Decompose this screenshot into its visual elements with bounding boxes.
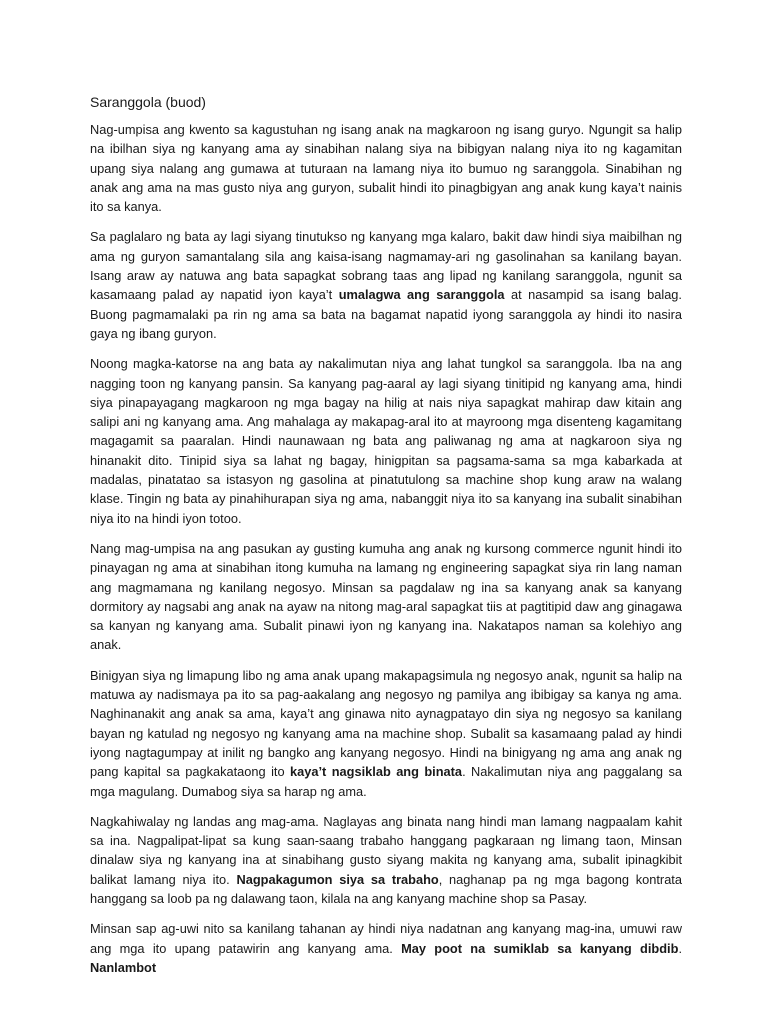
paragraph-4: [90, 539, 682, 655]
paragraph-1: [90, 120, 682, 216]
paragraph-7: [90, 919, 682, 977]
text-run: Minsan sap ag-uwi nito sa kanilang tahanan ay hindi niya nadatnan ang kanyang mag-ina, umuwi raw ang mga ito upang patawirin ang kanyang ama.: [90, 921, 682, 956]
bold-phrase: May poot na sumiklab sa kanyang dibdib: [401, 940, 679, 956]
paragraph-3: [90, 354, 682, 528]
paragraph-2: [90, 227, 682, 343]
bold-phrase: Nanlambot: [90, 959, 157, 975]
text-run: Noong magka-katorse na ang bata ay nakalimutan niya ang lahat tungkol sa saranggola. Iba na ang nagging toon ng kanyang pansin. Sa kanyang pag-aaral ay lagi siyang tinitipid ng kanyang ama, hindi siya pinapayagang magkaroon ng mga bagay na hilig at nais niya sapagkat mahirap daw kitain ang salipi ani ng kanyang ama. Ang mahalaga ay makapag-aral ito at mayroong mga disenteng kagamitang magagamit sa paaralan. Hindi naunawaan ng bata ang paliwanag ng ama at nagkaroon siya ng hinanakit dito. Tinipid siya sa lahat ng bagay, hinigpitan sa pagsama-sama sa mga kabarkada at madalas, pinatatao sa istasyon ng gasolina at pinatutulong sa machine shop kung araw na walang klase. Tingin ng bata ay pinahihurapan siya ng ama, nabanggit niya ito sa kanyang ina subalit sinabihan niya ito na hindi iyon totoo.: [90, 356, 682, 526]
text-run: .: [678, 940, 682, 956]
bold-phrase: kaya’t nagsiklab ang binata: [290, 764, 463, 780]
text-run: Binigyan siya ng limapung libo ng ama anak upang makapagsimula ng negosyo anak, ngunit sa halip na matuwa ay nadismaya pa ito sa pag-aakalang ang negosyo ng pamilya ang ibibigay sa kanya ng ama. Naghinanakit ang anak sa ama, kaya’t ang ginawa nito aynagpatayo din siya ng negosyo sa kanilang bayan ng katulad ng negosyo ng kanyang ama na machine shop. Subalit sa kasamaang palad ay hindi iyong nagtagumpay at inilit ng bangko ang kanyang negosyo. Hindi na binigyang ng ama ang anak ng pang kapital sa pagkakataong ito: [90, 667, 682, 780]
text-run: at nasampid sa isang balag. Buong pagmamalaki pa rin ng ama sa bata na bagamat napatid iyong saranggola ay hindi ito nasira gaya ng ibang guryon.: [90, 287, 682, 341]
paragraph-5: [90, 666, 682, 801]
bold-phrase: umalagwa ang saranggola: [338, 287, 505, 303]
text-run: Sa paglalaro ng bata ay lagi siyang tinutukso ng kanyang mga kalaro, bakit daw hindi siya maibilhan ng ama ng guryon samantalang sila ang kaisa-isang nagmamay-ari ng gasolinahan sa kanilang bayan. Isang araw ay natuwa ang bata sapagkat sobrang taas ang lipad ng kanilang saranggola, ngunit sa kasamaang palad ay napatid iyon kaya’t: [90, 229, 682, 303]
text-run: Nag-umpisa ang kwento sa kagustuhan ng isang anak na magkaroon ng isang guryo. Ngungit sa halip na ibilhan siya ng kanyang ama ay sinabihan nalang siya na bibigyan nalang niya ito ng kagamitan upang siya nalang ang gumawa at tuturaan na lamang niya ito bumuo ng saranggola. Sinabihan ng anak ang ama na mas gusto niya ang guryon, subalit hindi ito pinagbigyan ang anak kung kaya’t nainis ito sa kanya.: [90, 122, 682, 215]
paragraph-6: [90, 812, 682, 908]
document-body: [90, 120, 682, 988]
text-run: Nagkahiwalay ng landas ang mag-ama. Naglayas ang binata nang hindi man lamang nagpaalam kahit sa ina. Nagpalipat-lipat sa kung saan-saang trabaho hanggang pagkaraan ng limang taon, Minsan dinalaw siya ng kanyang ina at sinabihang gusto siyang makita ng kanyang ama, subalit ipinagkibit balikat lamang niya ito.: [90, 813, 682, 887]
text-run: . Nakalimutan niya ang paggalang sa mga magulang. Dumabog siya sa harap ng ama.: [90, 764, 682, 799]
text-run: , naghanap pa ng mga bagong kontrata hanggang sa loob pa ng dalawang taon, kilala na ang kanyang machine shop sa Pasay.: [90, 871, 682, 906]
document-title: Saranggola (buod): [90, 94, 206, 110]
text-run: Nang mag-umpisa na ang pasukan ay gusting kumuha ang anak ng kursong commerce ngunit hindi ito pinayagan ng ama at sinabihan itong kumuha na lamang ng engineering sapagkat siya rin lang naman ang magmamana ng kanilang negosyo. Minsan sa pagdalaw ng ina sa kanyang anak sa kanyang dormitory ay nagsabi ang anak na ayaw na nitong mag-aral sapagkat tiis at pagtitipid daw ang ginagawa sa kanyan ng kanyang ama. Subalit pinawi iyon ng kanyang ina. Nakatapos naman sa kolehiyo ang anak.: [90, 540, 682, 653]
bold-phrase: Nagpakagumon siya sa trabaho: [236, 871, 439, 887]
